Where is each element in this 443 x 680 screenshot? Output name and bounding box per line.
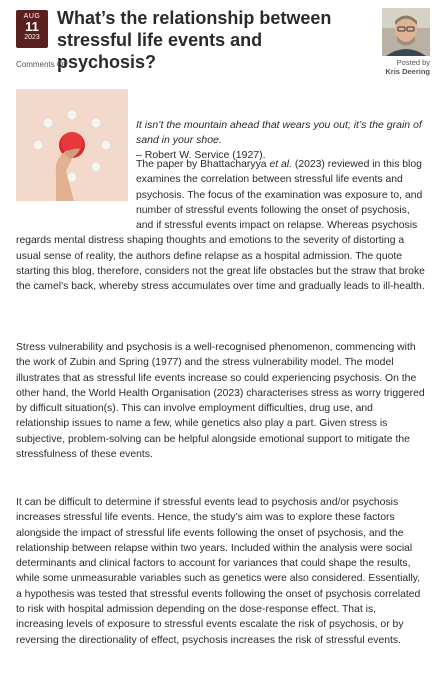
comments-status: Comments Off (16, 60, 68, 69)
paragraph-3: It can be difficult to determine if stressful events lead to psychosis and/or psychosis increases stressful life events. Hence, the study’s aim was to explore these factors alongside the impact of stressful life events following the onset of psychosis, and the relationship between relapse within two years. Included within the analysis were social determinants and clinical factors to account for variances that could shape the results, while some unmeasurable variables such as genetics were also considered. Essentially, a hypothesis was tested that stressful events following the onset of psychosis correlated to risk with hospital admission depending on the dose-response effect. That is, increasing levels of exposure to stressful events escalate the risk of psychosis, or by reversing the directionality of effect, psychosis increases the risk of stressful events. (16, 497, 421, 646)
post-title[interactable]: What’s the relationship between stressful life events and psychosis? (57, 8, 332, 72)
date-badge (16, 10, 48, 48)
quote-text: It isn’t the mountain ahead that wears you out; it’s the grain of sand in your shoe. (136, 119, 422, 146)
date-month: AUG (23, 13, 41, 20)
posted-by-label: Posted by (396, 58, 430, 67)
author-name[interactable]: Kris Deering (385, 67, 430, 76)
author-avatar[interactable] (382, 8, 430, 56)
paragraph-1 (16, 157, 428, 295)
date-year: 2023 (24, 34, 40, 41)
author-box[interactable] (378, 8, 430, 76)
paragraph-1-etal: et al. (269, 159, 292, 170)
image-float-spacer (16, 157, 136, 224)
date-day: 11 (25, 19, 39, 34)
paragraph-1-rest: (2023) reviewed in this blog examines the correlation between stressful life events and psychosis. The focus of the examination was exposure to, and number of stressful events following the onset of psychosis, and if stressful events impact on relapse. Whereas psychosis regards mental distress shaping thoughts and emotions to the severity of distorting a usual sense of reality, the authors define relapse as a hospital admission. The quote starting this blog, therefore, considers not the great life obstacles but the straw that broke the camel’s back, whereby stress accumulates over time and gradually leads to ill-health. (16, 159, 425, 293)
quote-cite: – Robert W. Service (1927). (136, 149, 266, 161)
paragraph-1-intro: The paper by Bhattacharyya (136, 159, 270, 170)
paragraph-2: Stress vulnerability and psychosis is a well-recognised phenomenon, commencing with the work of Zubin and Spring (1977) and the stress vulnerability model. The model illustrates that as stressful life events increase so could experiencing psychosis. On the other hand, the World Health Organisation (2023) characterises stress as worry triggered by difficult situation(s). This can involve employment difficulties, drug use, and relationship issues to name a few, while genetics also play a part. Given stress is subjective, problem-solving can be helpful alongside emotional support to mitigate the stressfulness of these events. (16, 342, 425, 461)
